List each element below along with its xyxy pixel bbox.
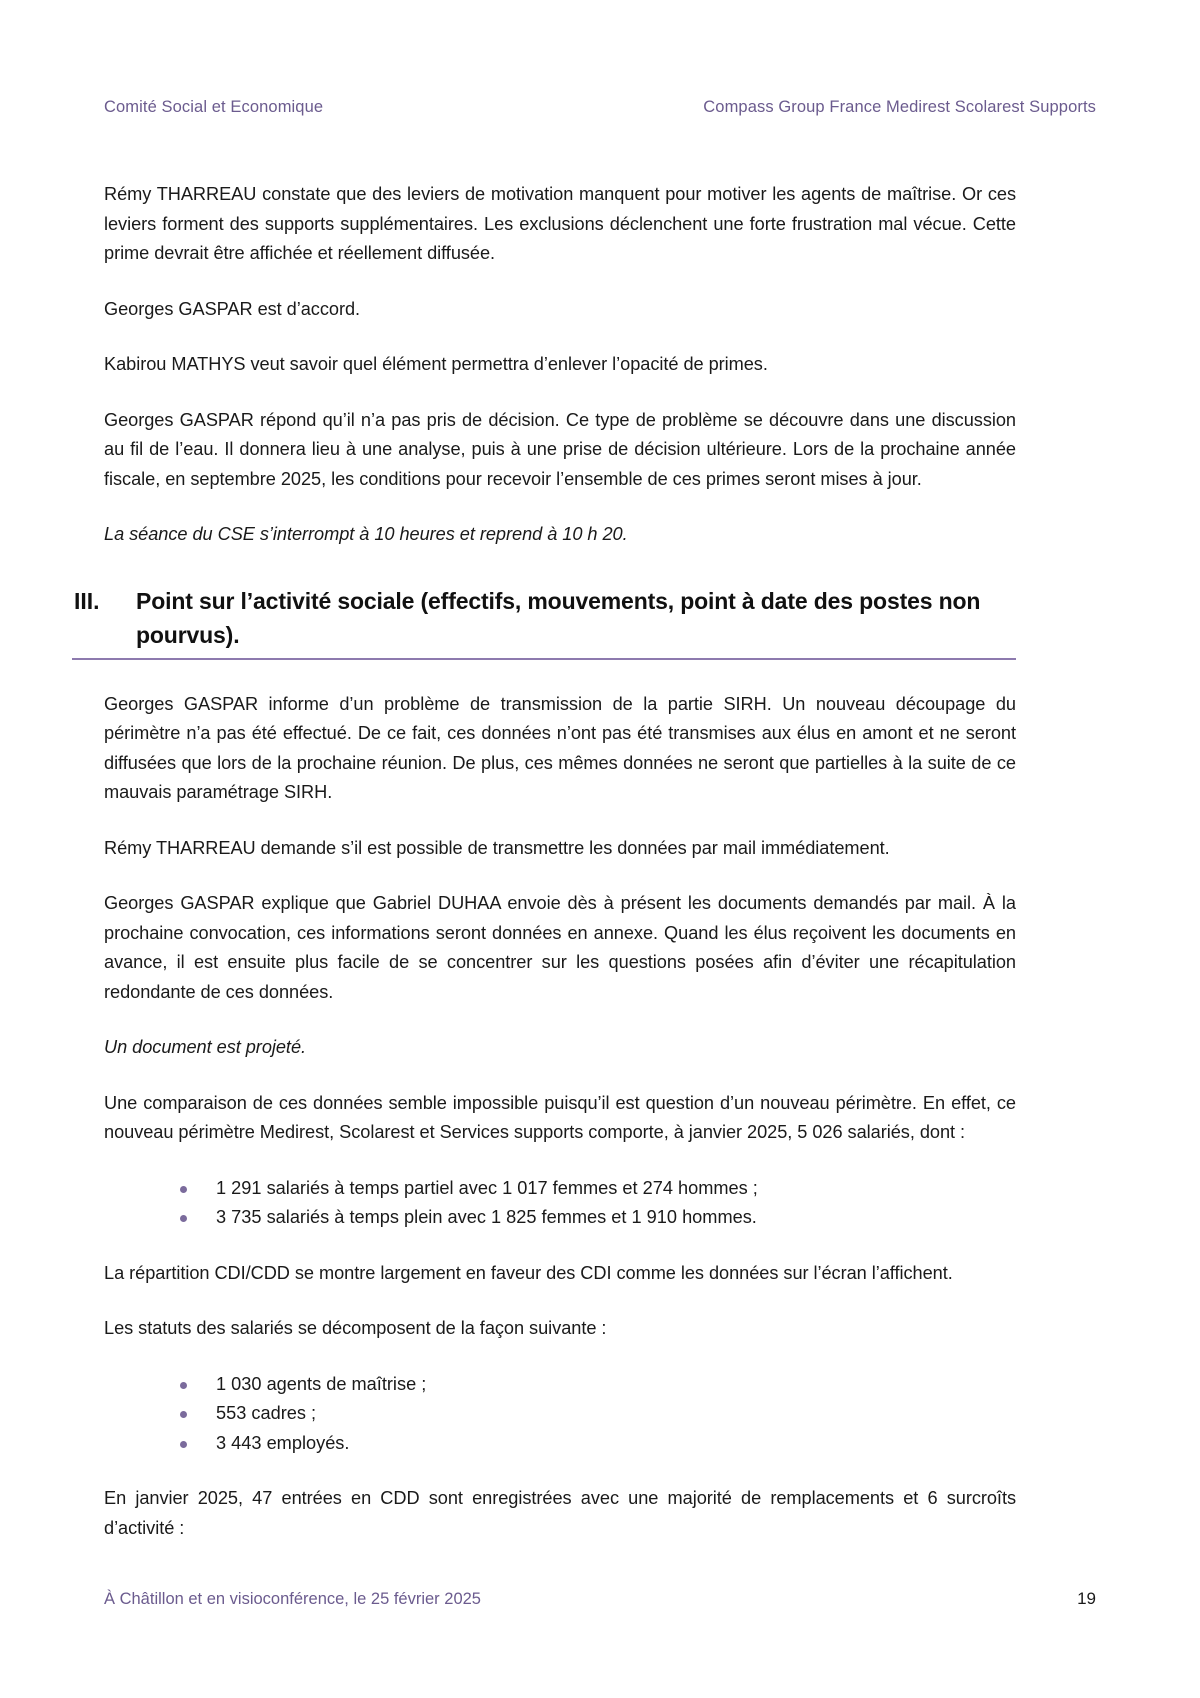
paragraph-document-projete: Un document est projeté. xyxy=(104,1037,307,1057)
paragraph-seance-interruption: La séance du CSE s’interrompt à 10 heures et reprend à 10 h 20. xyxy=(104,524,628,544)
list-statuts xyxy=(104,1370,1016,1459)
document-header xyxy=(104,98,1096,118)
list-item: 3 735 salariés à temps plein avec 1 825 femmes et 1 910 hommes. xyxy=(172,1203,1016,1233)
paragraph-repartition-cdi-cdd: La répartition CDI/CDD se montre largement en faveur des CDI comme les données sur l’écran l’affichent. xyxy=(104,1262,953,1283)
footer-left-text: À Châtillon et en visioconférence, le 25 février 2025 xyxy=(104,1590,481,1609)
section-title: Point sur l’activité sociale (effectifs, mouvements, point à date des postes non pourvus). xyxy=(136,587,981,648)
document-footer xyxy=(104,1589,1096,1610)
list-effectifs xyxy=(104,1174,1016,1233)
document-body xyxy=(74,180,1016,1569)
header-right-text: Compass Group France Medirest Scolarest Supports xyxy=(703,98,1096,116)
paragraph-gaspar-decision: Georges GASPAR répond qu’il n’a pas pris de décision. Ce type de problème se découvre dans une discussion au fil de l’eau. Il donnera lieu à une analyse, puis à une prise de décision ultérieure. Lors de la prochaine année fiscale, en septembre 2025, les conditions pour recevoir l’ensemble de ces primes seront mises à jour. xyxy=(104,409,1016,489)
paragraph-mathys-opacite: Kabirou MATHYS veut savoir quel élément permettra d’enlever l’opacité de primes. xyxy=(104,354,768,374)
paragraph-statuts-intro: Les statuts des salariés se décomposent de la façon suivante : xyxy=(104,1318,607,1338)
paragraph-gaspar-accord: Georges GASPAR est d’accord. xyxy=(104,298,361,319)
paragraph-comparaison-perimetre: Une comparaison de ces données semble impossible puisqu’il est question d’un nouveau périmètre. En effet, ce nouveau périmètre Medirest, Scolarest et Services supports comporte, à janvier 2025, 5 026 salariés, dont : xyxy=(104,1092,1016,1142)
paragraph-gaspar-sirh: Georges GASPAR informe d’un problème de transmission de la partie SIRH. Un nouveau découpage du périmètre n’a pas été effectué. De ce fait, ces données n’ont pas été transmises aux élus en amont et ne seront diffusées que lors de la prochaine réunion. De plus, ces mêmes données ne seront que partielles à la suite de ce mauvais paramétrage SIRH. xyxy=(104,693,1016,802)
section-number: III. xyxy=(74,587,100,614)
list-item: 1 030 agents de maîtrise ; xyxy=(172,1370,1016,1400)
list-item: 553 cadres ; xyxy=(172,1399,1016,1429)
paragraph-gaspar-duhaa-documents: Georges GASPAR explique que Gabriel DUHAA envoie dès à présent les documents demandés par mail. À la prochaine convocation, ces informations seront données en annexe. Quand les élus reçoivent les documents en avance, il est ensuite plus facile de se concentrer sur les questions posées afin d’éviter une récapitulation redondante de ces données. xyxy=(104,893,1016,1002)
page-number: 19 xyxy=(1077,1589,1096,1609)
list-item: 1 291 salariés à temps partiel avec 1 017 femmes et 274 hommes ; xyxy=(172,1174,1016,1204)
paragraph-tharreau-mail: Rémy THARREAU demande s’il est possible de transmettre les données par mail immédiatement. xyxy=(104,837,890,858)
paragraph-remy-tharreau-leviers: Rémy THARREAU constate que des leviers de motivation manquent pour motiver les agents de maîtrise. Or ces leviers forment des supports supplémentaires. Les exclusions déclenchent une forte frustration mal vécue. Cette prime devrait être affichée et réellement diffusée. xyxy=(104,184,1016,263)
header-left-text: Comité Social et Economique xyxy=(104,98,324,116)
section-heading-activite-sociale xyxy=(72,584,1016,660)
paragraph-entrees-cdd-janvier: En janvier 2025, 47 entrées en CDD sont enregistrées avec une majorité de remplacements et 6 surcroîts d’activité : xyxy=(104,1488,1016,1538)
list-item: 3 443 employés. xyxy=(172,1429,1016,1459)
